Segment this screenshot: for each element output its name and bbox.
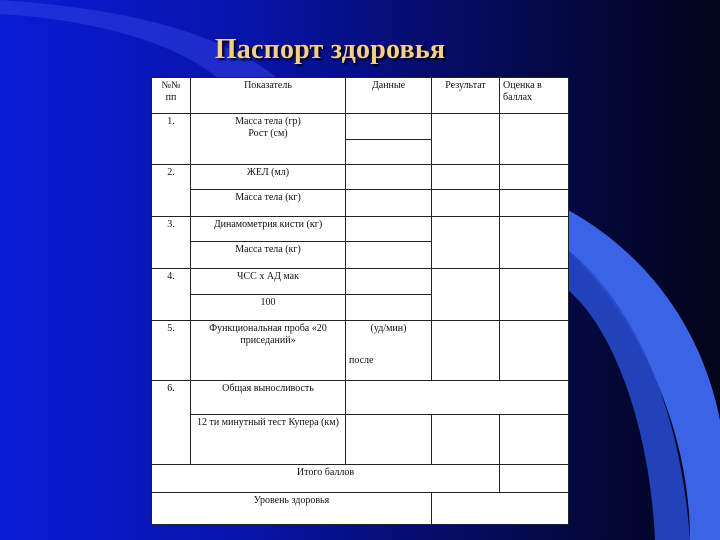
- row-5-data-line-2: после: [349, 355, 374, 366]
- row-2-line-1: ЖЕЛ (мл): [191, 165, 346, 190]
- row-5-num: 5.: [152, 321, 191, 381]
- row-3-score[interactable]: [500, 217, 569, 269]
- row-4-line-1: ЧСС х АД мак: [191, 269, 346, 295]
- row-1-line-2: Рост (см): [248, 128, 288, 139]
- row-2-data-b[interactable]: [346, 190, 432, 217]
- header-indicator: Показатель: [191, 78, 346, 114]
- health-level-value[interactable]: [432, 493, 569, 525]
- row-2-result-a[interactable]: [432, 165, 500, 190]
- row-6-line-1: Общая выносливость: [191, 381, 346, 415]
- row-6-data-a[interactable]: [346, 381, 569, 415]
- row-2-score-a[interactable]: [500, 165, 569, 190]
- row-4-result[interactable]: [432, 269, 500, 321]
- row-3-result[interactable]: [432, 217, 500, 269]
- row-5-score[interactable]: [500, 321, 569, 381]
- row-5-result[interactable]: [432, 321, 500, 381]
- health-passport-table: [151, 77, 568, 525]
- header-result: Результат: [432, 78, 500, 114]
- row-1-data-a[interactable]: [346, 114, 432, 140]
- row-2-result-b[interactable]: [432, 190, 500, 217]
- total-score[interactable]: [500, 465, 569, 493]
- row-2-line-2: Масса тела (кг): [191, 190, 346, 217]
- total-label: Итого баллов: [152, 465, 500, 493]
- page-title: Паспорт здоровья: [214, 34, 446, 65]
- row-5-data-line-1: (уд/мин): [370, 323, 407, 334]
- row-2-score-b[interactable]: [500, 190, 569, 217]
- row-6-data-b[interactable]: [346, 415, 432, 465]
- row-1-data-b[interactable]: [346, 140, 432, 165]
- row-1-num: 1.: [152, 114, 191, 165]
- row-1-score[interactable]: [500, 114, 569, 165]
- row-4-num: 4.: [152, 269, 191, 321]
- row-1-indicator: [191, 114, 346, 165]
- row-4-line-2: 100: [191, 295, 346, 321]
- row-4-data-b[interactable]: [346, 295, 432, 321]
- row-5-indicator: Функциональная проба «20 приседаний»: [191, 321, 346, 381]
- row-5-data[interactable]: [346, 321, 432, 381]
- header-score: Оценка в баллах: [500, 78, 569, 114]
- row-3-data-a[interactable]: [346, 217, 432, 242]
- row-6-score-b[interactable]: [500, 415, 569, 465]
- row-3-line-2: Масса тела (кг): [191, 242, 346, 269]
- row-6-num: 6.: [152, 381, 191, 465]
- row-6-result-b[interactable]: [432, 415, 500, 465]
- row-2-data-a[interactable]: [346, 165, 432, 190]
- row-2-num: 2.: [152, 165, 191, 217]
- row-4-score[interactable]: [500, 269, 569, 321]
- health-level-label: Уровень здоровья: [152, 493, 432, 525]
- header-num: №№ пп: [152, 78, 191, 114]
- row-3-data-b[interactable]: [346, 242, 432, 269]
- row-4-data-a[interactable]: [346, 269, 432, 295]
- row-1-result[interactable]: [432, 114, 500, 165]
- row-1-line-1: Масса тела (гр): [235, 116, 301, 127]
- header-data: Данные: [346, 78, 432, 114]
- row-3-line-1: Динамометрия кисти (кг): [191, 217, 346, 242]
- row-6-line-2: 12 ти минутный тест Купера (км): [191, 415, 346, 465]
- row-3-num: 3.: [152, 217, 191, 269]
